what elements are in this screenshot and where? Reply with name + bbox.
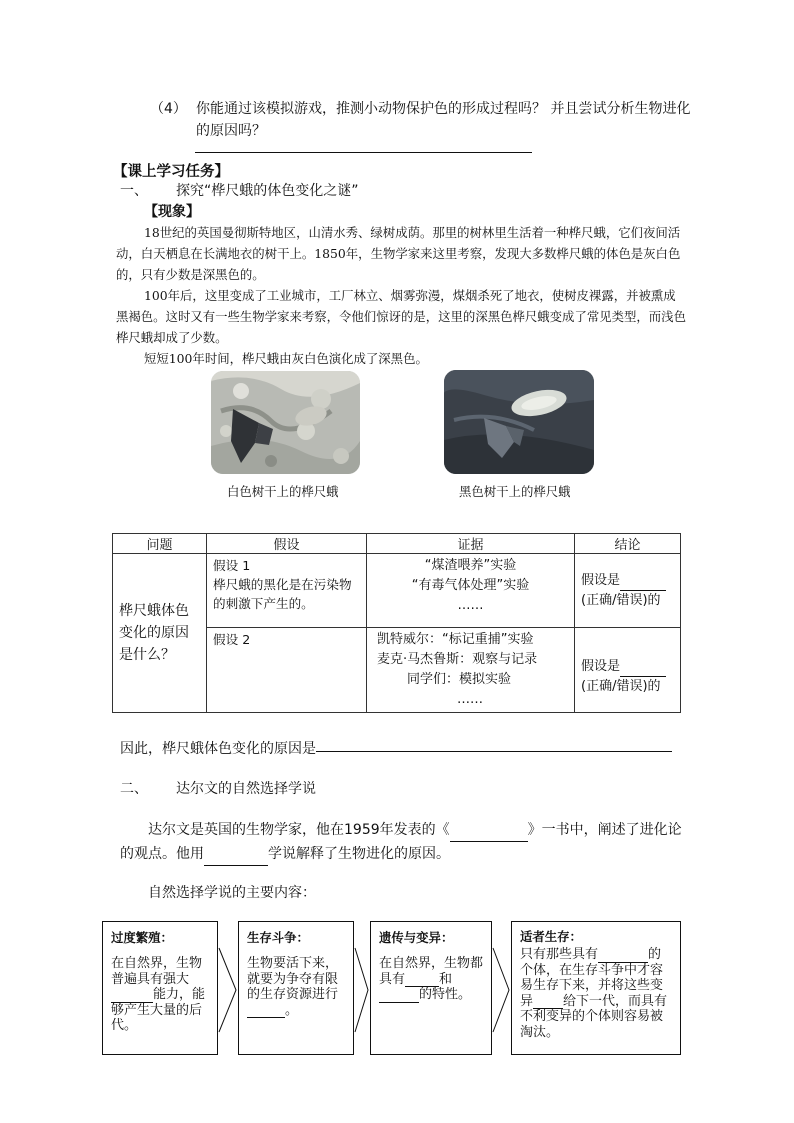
evidence-item: 同学们：模拟实验	[407, 672, 512, 687]
table-header: 结论	[575, 534, 681, 554]
question-cell	[113, 554, 207, 713]
story-paragraph: 100年后，这里变成了工业城市，工厂林立、烟雾弥漫，煤烟杀死了地衣，使树皮裸露，并被熏成黑褐色。这时又有一些生物学家来考察，令他们惊讶的是，这里的深黑色桦尺蛾变成了常见类型，而浅色桦尺蛾却成了少数。	[116, 288, 686, 345]
conclusion-suffix: (正确/错误)的	[581, 592, 661, 608]
story-paragraph: 短短100年时间，桦尺蛾由灰白色演化成了深黑色。	[144, 351, 428, 366]
book-title-blank[interactable]	[450, 841, 528, 842]
table-header: 证据	[367, 534, 575, 554]
box-text: 和	[439, 971, 453, 987]
part1-number: 一、	[120, 183, 148, 199]
photo-caption: 白色树干上的桦尺蛾	[227, 484, 339, 499]
box-text: 。	[285, 1002, 299, 1018]
box-body	[379, 956, 483, 1003]
hypothesis-cell	[207, 628, 367, 713]
conclusion-prefix: 假设是	[581, 659, 621, 674]
hypothesis-title: 假设 1	[213, 558, 251, 573]
evidence-cell	[367, 554, 575, 628]
box-text: 给下一代，而具有不利变异的个体则容易被淘汰。	[520, 993, 668, 1040]
question-cell-text: 桦尺蛾体色变化的原因是什么？	[119, 603, 189, 663]
box-title: 遗传与变异：	[379, 930, 454, 945]
box-text: 在自然界，生物都具有	[379, 956, 484, 987]
box-survival	[511, 921, 681, 1055]
conclusion-prefix: 假设是	[581, 572, 621, 588]
question-number: （4）	[150, 101, 187, 117]
box-overproduction	[102, 921, 218, 1055]
phenomenon-label: 【现象】	[144, 204, 200, 220]
part2-title: 达尔文的自然选择学说	[176, 781, 316, 797]
conclusion-cell	[575, 554, 681, 628]
answer-line	[195, 152, 532, 153]
box-body	[520, 947, 672, 1040]
evidence-item: “有毒气体处理”实验	[411, 578, 530, 593]
conclusion-cell	[575, 628, 681, 713]
hypothesis-table	[112, 533, 681, 713]
question-text: 你能通过该模拟游戏，推测小动物保护色的形成过程吗？ 并且尝试分析生物进化的原因吗？	[196, 101, 691, 139]
photo-white-trunk	[211, 371, 360, 474]
hypothesis-title: 假设 2	[213, 632, 251, 647]
box-text: 只有那些具有	[520, 947, 599, 962]
table-header-row	[113, 534, 681, 554]
box-text: 能力，能够产生大量的后代。	[111, 987, 206, 1033]
table-header: 假设	[207, 534, 367, 554]
box-text: 在自然界，生物普遍具有强大	[111, 956, 203, 987]
hypothesis-cell	[207, 554, 367, 628]
evidence-item: ……	[457, 692, 483, 707]
conclusion-suffix: (正确/错误)的	[581, 679, 661, 694]
box-body	[247, 956, 345, 1018]
therefore-text: 因此，桦尺蛾体色变化的原因是	[120, 741, 316, 757]
box-struggle	[238, 921, 354, 1055]
box-title: 生存斗争：	[247, 930, 309, 945]
part2-number: 二、	[120, 781, 148, 797]
therefore-blank[interactable]	[316, 751, 672, 752]
table-header: 问题	[113, 534, 207, 554]
evidence-item: 凯特威尔：“标记重捕”实验	[377, 632, 534, 647]
darwin-paragraph	[120, 818, 690, 866]
flow-arrow-icon	[492, 946, 511, 1034]
theory-blank[interactable]	[204, 865, 268, 866]
box-blank[interactable]	[247, 1017, 285, 1018]
box-title: 过度繁殖：	[111, 930, 173, 945]
evidence-item: ……	[457, 598, 484, 613]
section-title: 【课上学习任务】	[113, 164, 229, 180]
box-title: 适者生存：	[520, 929, 582, 944]
box-blank[interactable]	[379, 1002, 419, 1003]
box-text: 的特性。	[419, 987, 472, 1002]
main-content-label: 自然选择学说的主要内容：	[148, 885, 316, 901]
story-paragraph: 18世纪的英国曼彻斯特地区，山清水秀、绿树成荫。那里的树林里生活着一种桦尺蛾，它们夜间活动，白天栖息在长满地衣的树干上。1850年，生物学家来这里考察，发现大多数桦尺蛾的体色是灰白色的，只有少数是深黑色的。	[116, 225, 681, 282]
box-text: 生物要活下来，就要为争夺有限的生存资源进行	[247, 956, 339, 1002]
hypothesis-text: 桦尺蛾的黑化是在污染物的刺激下产生的。	[213, 577, 352, 611]
box-text: 的个体，在生存斗争中才容易生存下来，并将这些变异	[520, 947, 664, 1009]
darwin-text-b: 》一书中，阐述了进化论的观点。他用	[120, 822, 682, 862]
evidence-item: 麦克·马杰鲁斯：观察与记录	[377, 652, 538, 667]
evidence-cell	[367, 628, 575, 713]
box-heredity	[370, 921, 492, 1055]
flow-arrow-icon	[218, 946, 238, 1034]
photo-black-trunk	[444, 370, 594, 474]
table-row	[113, 554, 681, 628]
evidence-item: “煤渣喂养”实验	[424, 558, 517, 573]
darwin-text-c: 学说解释了生物进化的原因。	[268, 846, 450, 862]
photo-caption: 黑色树干上的桦尺蛾	[459, 484, 571, 499]
part1-title: 探究“桦尺蛾的体色变化之谜”	[176, 183, 359, 199]
flow-arrow-icon	[354, 946, 370, 1034]
darwin-text-a: 达尔文是英国的生物学家，他在1959年发表的《	[148, 822, 450, 838]
box-body	[111, 956, 209, 1034]
